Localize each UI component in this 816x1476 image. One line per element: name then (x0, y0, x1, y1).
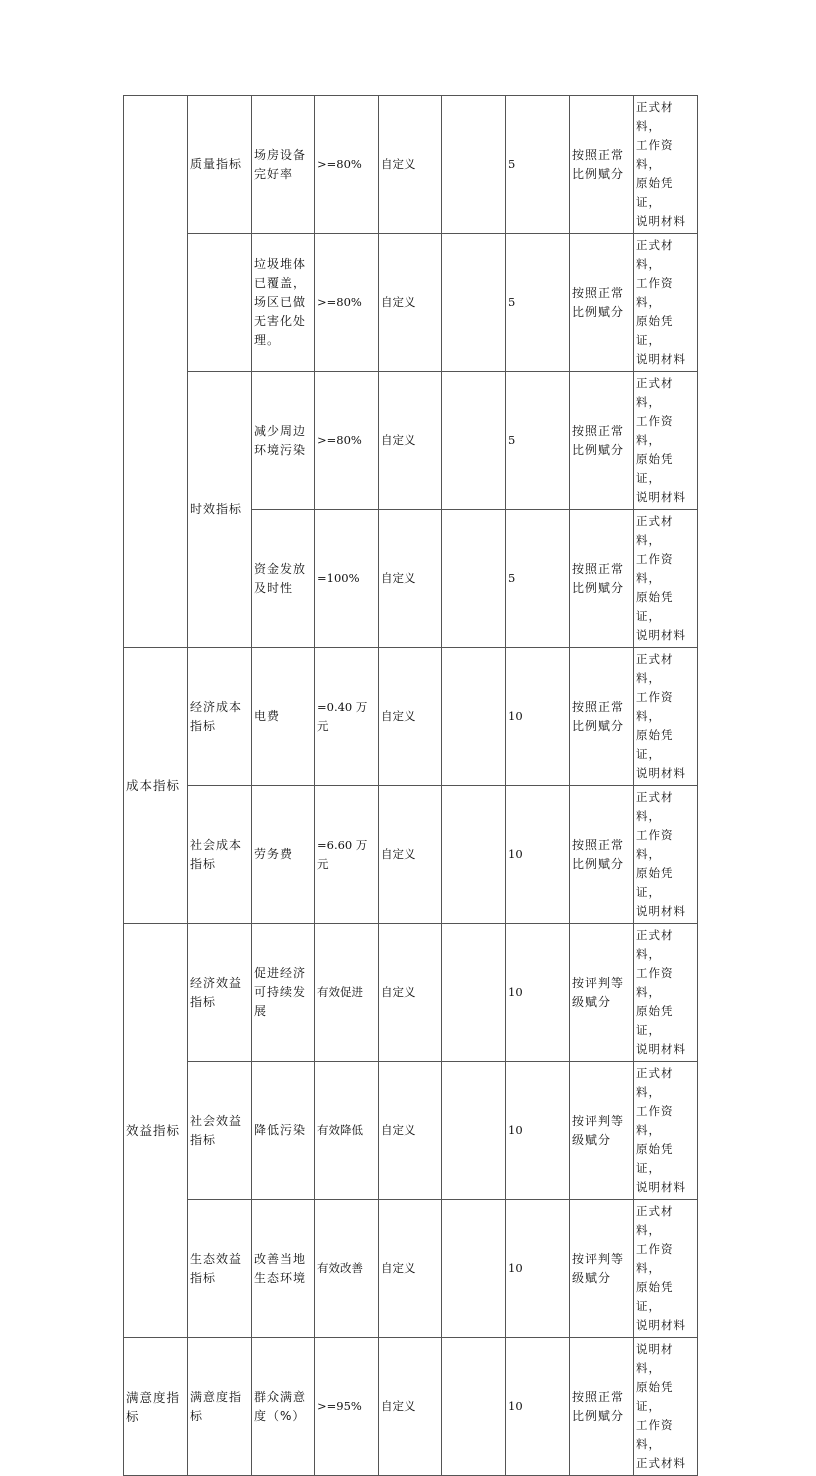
level2-indicator-cell: 经济成本指标 (188, 648, 252, 786)
value-type-cell: 自定义 (379, 234, 442, 372)
target-value-cell: >=80% (315, 234, 379, 372)
evidence-line: 正式材料， (636, 1066, 674, 1099)
table-row (124, 1338, 698, 1476)
evidence-line: 原始凭证， (636, 1142, 674, 1175)
evidence-line: 原始凭证， (636, 452, 674, 485)
table-row (124, 648, 698, 786)
level3-indicator-cell: 资金发放及时性 (252, 510, 315, 648)
score-cell: 5 (506, 234, 570, 372)
level2-indicator-cell (188, 234, 252, 372)
evidence-line: 原始凭证， (636, 176, 674, 209)
level1-indicator-cell: 成本指标 (124, 648, 188, 924)
score-cell: 5 (506, 372, 570, 510)
table-row (124, 924, 698, 1062)
value-type-cell: 自定义 (379, 1200, 442, 1338)
blank-cell (442, 1200, 506, 1338)
evidence-cell (634, 234, 698, 372)
evidence-line: 原始凭证， (636, 866, 674, 899)
evidence-line: 原始凭证， (636, 1004, 674, 1037)
score-cell: 5 (506, 510, 570, 648)
blank-cell (442, 924, 506, 1062)
evidence-line: 正式材料， (636, 928, 674, 961)
level2-indicator-cell: 社会成本指标 (188, 786, 252, 924)
evidence-line: 工作资料， (636, 966, 674, 999)
scoring-method-cell: 按评判等级赋分 (570, 924, 634, 1062)
evidence-line: 说明材料 (636, 1318, 686, 1332)
evidence-line: 工作资料， (636, 828, 674, 861)
scoring-method-cell: 按照正常比例赋分 (570, 96, 634, 234)
blank-cell (442, 1338, 506, 1476)
evidence-line: 工作资料， (636, 1418, 674, 1451)
level3-indicator-cell: 垃圾堆体已覆盖，场区已做无害化处理。 (252, 234, 315, 372)
evidence-line: 说明材料 (636, 628, 686, 642)
level3-indicator-cell: 降低污染 (252, 1062, 315, 1200)
score-cell: 10 (506, 1338, 570, 1476)
evidence-line: 说明材料 (636, 904, 686, 918)
evidence-line: 说明材料 (636, 352, 686, 366)
evidence-line: 工作资料， (636, 414, 674, 447)
evidence-cell (634, 924, 698, 1062)
evidence-line: 正式材料， (636, 1204, 674, 1237)
scoring-method-cell: 按照正常比例赋分 (570, 372, 634, 510)
evidence-cell (634, 1338, 698, 1476)
evidence-line: 说明材料 (636, 1042, 686, 1056)
value-type-cell: 自定义 (379, 372, 442, 510)
level3-indicator-cell: 改善当地生态环境 (252, 1200, 315, 1338)
evidence-line: 原始凭证， (636, 728, 674, 761)
target-value-cell: =6.60 万元 (315, 786, 379, 924)
score-cell: 10 (506, 648, 570, 786)
performance-indicator-table (123, 95, 698, 1476)
value-type-cell: 自定义 (379, 648, 442, 786)
evidence-line: 原始凭证， (636, 1380, 674, 1413)
table-row (124, 1062, 698, 1200)
evidence-line: 正式材料， (636, 514, 674, 547)
target-value-cell: 有效促进 (315, 924, 379, 1062)
blank-cell (442, 234, 506, 372)
evidence-cell (634, 96, 698, 234)
blank-cell (442, 648, 506, 786)
target-value-cell: >=95% (315, 1338, 379, 1476)
evidence-cell (634, 648, 698, 786)
evidence-line: 工作资料， (636, 1242, 674, 1275)
evidence-line: 说明材料 (636, 766, 686, 780)
table-row (124, 96, 698, 234)
evidence-line: 正式材料， (636, 790, 674, 823)
score-cell: 10 (506, 924, 570, 1062)
scoring-method-cell: 按评判等级赋分 (570, 1200, 634, 1338)
blank-cell (442, 510, 506, 648)
evidence-line: 说明材料， (636, 1342, 674, 1375)
evidence-line: 工作资料， (636, 690, 674, 723)
target-value-cell: 有效降低 (315, 1062, 379, 1200)
score-cell: 5 (506, 96, 570, 234)
target-value-cell: >=80% (315, 372, 379, 510)
evidence-line: 工作资料， (636, 138, 674, 171)
scoring-method-cell: 按照正常比例赋分 (570, 510, 634, 648)
value-type-cell: 自定义 (379, 1338, 442, 1476)
table-row (124, 372, 698, 510)
evidence-line: 工作资料， (636, 276, 674, 309)
level2-indicator-cell: 质量指标 (188, 96, 252, 234)
value-type-cell: 自定义 (379, 786, 442, 924)
evidence-line: 正式材料， (636, 376, 674, 409)
level2-indicator-cell: 生态效益指标 (188, 1200, 252, 1338)
scoring-method-cell: 按照正常比例赋分 (570, 1338, 634, 1476)
evidence-line: 工作资料， (636, 1104, 674, 1137)
table-row (124, 1200, 698, 1338)
value-type-cell: 自定义 (379, 924, 442, 1062)
evidence-line: 原始凭证， (636, 1280, 674, 1313)
evidence-cell (634, 510, 698, 648)
level2-indicator-cell: 经济效益指标 (188, 924, 252, 1062)
evidence-line: 正式材料， (636, 652, 674, 685)
evidence-cell (634, 1062, 698, 1200)
level2-indicator-cell: 满意度指标 (188, 1338, 252, 1476)
table-row (124, 786, 698, 924)
evidence-line: 原始凭证， (636, 314, 674, 347)
score-cell: 10 (506, 1200, 570, 1338)
scoring-method-cell: 按照正常比例赋分 (570, 234, 634, 372)
evidence-line: 工作资料， (636, 552, 674, 585)
evidence-line: 正式材料 (636, 1456, 686, 1470)
evidence-line: 说明材料 (636, 214, 686, 228)
blank-cell (442, 372, 506, 510)
scoring-method-cell: 按照正常比例赋分 (570, 648, 634, 786)
blank-cell (442, 96, 506, 234)
evidence-cell (634, 1200, 698, 1338)
blank-cell (442, 1062, 506, 1200)
score-cell: 10 (506, 786, 570, 924)
evidence-cell (634, 786, 698, 924)
evidence-line: 原始凭证， (636, 590, 674, 623)
level3-indicator-cell: 群众满意度（%） (252, 1338, 315, 1476)
table-row (124, 234, 698, 372)
level2-indicator-cell: 时效指标 (188, 372, 252, 648)
target-value-cell: =0.40 万元 (315, 648, 379, 786)
target-value-cell: =100% (315, 510, 379, 648)
target-value-cell: >=80% (315, 96, 379, 234)
target-value-cell: 有效改善 (315, 1200, 379, 1338)
value-type-cell: 自定义 (379, 1062, 442, 1200)
value-type-cell: 自定义 (379, 96, 442, 234)
evidence-cell (634, 372, 698, 510)
scoring-method-cell: 按照正常比例赋分 (570, 786, 634, 924)
scoring-method-cell: 按评判等级赋分 (570, 1062, 634, 1200)
evidence-line: 说明材料 (636, 1180, 686, 1194)
level1-indicator-cell: 满意度指标 (124, 1338, 188, 1476)
level1-indicator-cell (124, 96, 188, 648)
level3-indicator-cell: 促进经济可持续发展 (252, 924, 315, 1062)
evidence-line: 正式材料， (636, 100, 674, 133)
level3-indicator-cell: 场房设备完好率 (252, 96, 315, 234)
level3-indicator-cell: 电费 (252, 648, 315, 786)
evidence-line: 说明材料 (636, 490, 686, 504)
level1-indicator-cell: 效益指标 (124, 924, 188, 1338)
level3-indicator-cell: 劳务费 (252, 786, 315, 924)
level2-indicator-cell: 社会效益指标 (188, 1062, 252, 1200)
value-type-cell: 自定义 (379, 510, 442, 648)
blank-cell (442, 786, 506, 924)
evidence-line: 正式材料， (636, 238, 674, 271)
score-cell: 10 (506, 1062, 570, 1200)
level3-indicator-cell: 减少周边环境污染 (252, 372, 315, 510)
